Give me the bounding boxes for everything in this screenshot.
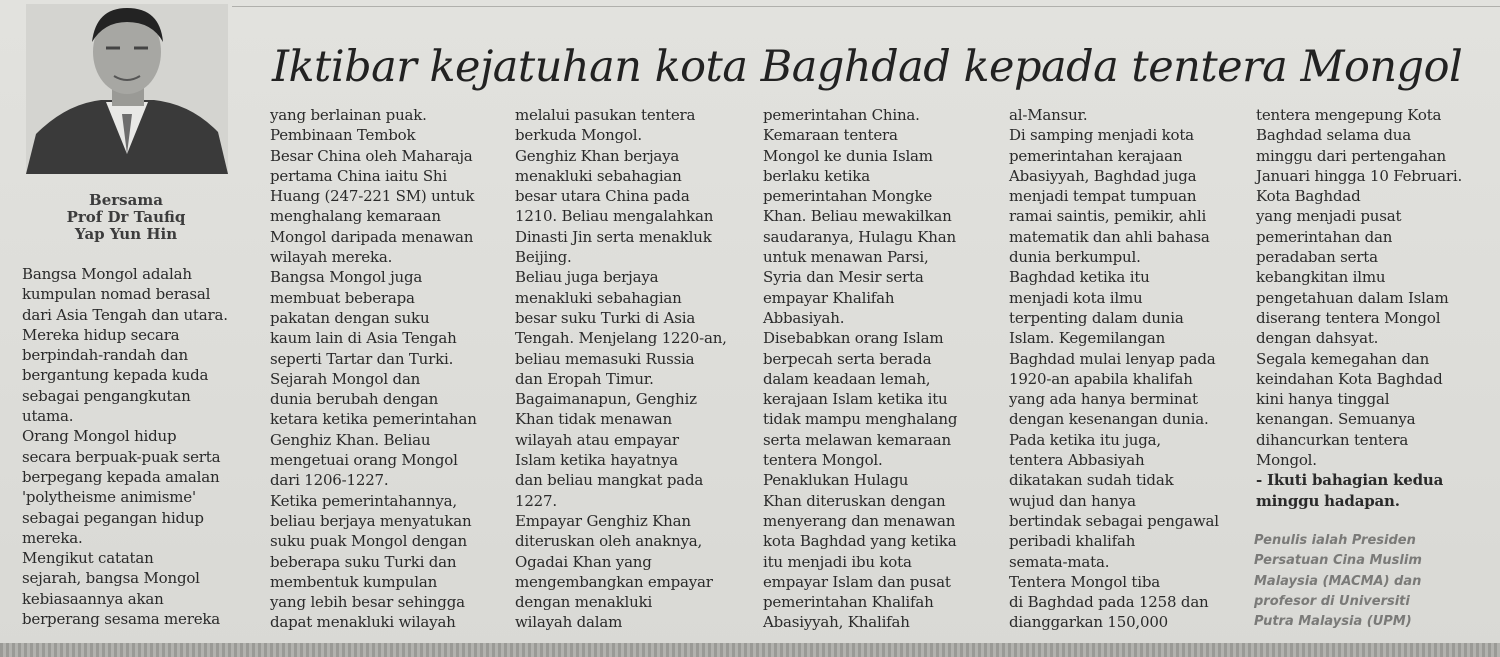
article-line: beliau memasuki Russia: [515, 349, 695, 368]
article-line: menyerang dan menawan: [763, 511, 956, 530]
article-line: Kota Baghdad: [1256, 187, 1361, 206]
writer-note-line: Malaysia (MACMA) dan: [1254, 573, 1422, 589]
byline-line: Yap Yun Hin: [74, 225, 178, 243]
writer-note-line: profesor di Universiti: [1254, 593, 1410, 609]
article-line: kebangkitan ilmu: [1256, 268, 1386, 287]
article-line: Abasiyyah, Baghdad juga: [1009, 166, 1197, 185]
article-column-5: [1009, 105, 1245, 633]
article-line: dikatakan sudah tidak: [1009, 471, 1174, 490]
article-line: pemerintahan Khalifah: [763, 593, 934, 612]
article-line: pertama China iaitu Shi: [270, 166, 447, 185]
article-line: secara berpuak-puak serta: [22, 447, 221, 466]
article-line: berpecah serta berada: [763, 349, 932, 368]
article-line: peribadi khalifah: [1009, 532, 1136, 551]
article-line: pemerintahan kerajaan: [1009, 146, 1183, 165]
byline-line: Prof Dr Taufiq: [66, 208, 186, 226]
article-line: Huang (247-221 SM) untuk: [270, 187, 475, 206]
article-line: dunia berubah dengan: [270, 390, 439, 409]
article-line: berpegang kepada amalan: [22, 467, 220, 486]
article-line: bertindak sebagai pengawal: [1009, 511, 1219, 530]
article-line: semata-mata.: [1009, 552, 1110, 571]
article-line: Tengah. Menjelang 1220-an,: [515, 329, 727, 348]
article-line: kerajaan Islam ketika itu: [763, 390, 948, 409]
article-line: serta melawan kemaraan: [763, 430, 951, 449]
article-line: terpenting dalam dunia: [1009, 308, 1184, 327]
article-line: yang ada hanya berminat: [1009, 390, 1198, 409]
article-line: menakluki sebahagian: [515, 166, 682, 185]
byline: [28, 192, 224, 243]
article-line: pemerintahan dan: [1256, 227, 1393, 246]
article-line: Ogadai Khan yang: [515, 552, 652, 571]
article-line: tentera mengepung Kota: [1256, 106, 1442, 124]
article-line: kaum lain di Asia Tengah: [270, 329, 457, 348]
article-line: tentera Abbasiyah: [1009, 451, 1145, 470]
article-line: sejarah, bangsa Mongol: [22, 569, 200, 588]
article-line: berlaku ketika: [763, 166, 870, 185]
article-line: di Baghdad pada 1258 dan: [1009, 593, 1209, 612]
article-line: empayar Khalifah: [763, 288, 895, 307]
article-line: dari Asia Tengah dan utara.: [22, 305, 228, 324]
article-line: peradaban serta: [1256, 248, 1378, 267]
author-photo: [26, 4, 228, 174]
article-line: Mongol daripada menawan: [270, 227, 474, 246]
article-line: Mereka hidup secara: [22, 325, 180, 344]
article-line: berkuda Mongol.: [515, 126, 642, 145]
article-line: Syria dan Mesir serta: [763, 268, 924, 287]
article-line: Pada ketika itu juga,: [1009, 430, 1161, 449]
article-line: Besar China oleh Maharaja: [270, 146, 473, 165]
writer-note-line: Penulis ialah Presiden: [1254, 533, 1416, 548]
article-line: dapat menakluki wilayah: [270, 613, 456, 632]
article-line: pemerintahan Mongke: [763, 187, 933, 206]
article-line: tentera Mongol.: [763, 451, 883, 470]
article-line: sebagai pengangkutan: [22, 386, 191, 405]
article-line: empayar Islam dan pusat: [763, 572, 951, 591]
byline-line: Bersama: [89, 191, 163, 209]
article-line: Bangsa Mongol juga: [270, 268, 423, 287]
article-line: itu menjadi ibu kota: [763, 552, 912, 571]
article-line: melalui pasukan tentera: [515, 106, 696, 124]
article-line: seperti Tartar dan Turki.: [270, 349, 454, 368]
article-line: Empayar Genghiz Khan: [515, 511, 691, 530]
article-line: kebiasaannya akan: [22, 589, 164, 608]
article-line: ketara ketika pemerintahan: [270, 410, 477, 429]
article-line: menakluki sebahagian: [515, 288, 682, 307]
article-column-1: [22, 264, 250, 629]
article-line: Baghdad ketika itu: [1009, 268, 1150, 287]
article-line: minggu hadapan.: [1256, 491, 1400, 510]
article-line: dan Eropah Timur.: [515, 369, 654, 388]
article-column-3: [515, 105, 751, 633]
article-line: Tentera Mongol tiba: [1009, 572, 1160, 591]
article-line: kota Baghdad yang ketika: [763, 532, 957, 551]
article-line: wujud dan hanya: [1009, 491, 1136, 510]
article-line: matematik dan ahli bahasa: [1009, 227, 1210, 246]
article-line: mereka.: [22, 528, 83, 547]
article-line: berperang sesama mereka: [22, 610, 221, 629]
article-line: Genghiz Khan. Beliau: [270, 430, 431, 449]
article-line: Januari hingga 10 Februari.: [1256, 166, 1463, 185]
article-column-2: [270, 105, 506, 633]
article-line: Khan. Beliau mewakilkan: [763, 207, 952, 226]
article-line: besar suku Turki di Asia: [515, 308, 696, 327]
article-line: Di samping menjadi kota: [1009, 126, 1194, 145]
article-line: Mongol.: [1256, 451, 1317, 470]
bottom-band: [0, 643, 1500, 657]
article-line: menjadi kota ilmu: [1009, 288, 1143, 307]
article-line: Orang Mongol hidup: [22, 427, 177, 446]
article-line: suku puak Mongol dengan: [270, 532, 467, 551]
article-line: Islam. Kegemilangan: [1009, 329, 1166, 348]
article-column-4: [763, 105, 999, 633]
article-line: Khan diteruskan dengan: [763, 491, 946, 510]
article-line: 1920-an apabila khalifah: [1009, 369, 1193, 388]
article-line: al-Mansur.: [1009, 106, 1088, 124]
article-line: utama.: [22, 407, 74, 426]
article-line: kumpulan nomad berasal: [22, 285, 211, 304]
writer-note: [1254, 531, 1490, 632]
article-line: Disebabkan orang Islam: [763, 329, 944, 348]
article-line: bergantung kepada kuda: [22, 366, 209, 385]
writer-note-line: Persatuan Cina Muslim: [1254, 553, 1422, 569]
article-line: Bagaimanapun, Genghiz: [515, 390, 697, 409]
article-line: diteruskan oleh anaknya,: [515, 532, 703, 551]
author-portrait-image: [26, 4, 228, 174]
article-line: Beijing.: [515, 248, 572, 267]
article-line: pakatan dengan suku: [270, 308, 430, 327]
article-line: Kemaraan tentera: [763, 126, 898, 145]
article-line: menjadi tempat tumpuan: [1009, 187, 1197, 206]
article-line: Bangsa Mongol adalah: [22, 265, 192, 283]
article-line: Segala kemegahan dan: [1256, 349, 1430, 368]
article-line: dengan kesenangan dunia.: [1009, 410, 1209, 429]
article-column-6: [1256, 105, 1486, 511]
article-line: menghalang kemaraan: [270, 207, 441, 226]
article-line: untuk menawan Parsi,: [763, 248, 929, 267]
article-line: diserang tentera Mongol: [1256, 308, 1441, 327]
article-line: Mongol ke dunia Islam: [763, 146, 933, 165]
article-line: dengan dahsyat.: [1256, 329, 1379, 348]
article-line: - Ikuti bahagian kedua: [1256, 471, 1444, 490]
article-line: mengembangkan empayar: [515, 572, 713, 591]
article-line: Ketika pemerintahannya,: [270, 491, 457, 510]
article-line: ramai saintis, pemikir, ahli: [1009, 207, 1207, 226]
article-line: yang berlainan puak.: [270, 106, 427, 124]
article-line: keindahan Kota Baghdad: [1256, 369, 1443, 388]
article-line: Baghdad selama dua: [1256, 126, 1411, 145]
article-line: dunia berkumpul.: [1009, 248, 1141, 267]
article-line: dan beliau mangkat pada: [515, 471, 704, 490]
article-line: wilayah mereka.: [270, 248, 393, 267]
article-line: Dinasti Jin serta menakluk: [515, 227, 712, 246]
article-line: 'polytheisme animisme': [22, 488, 196, 507]
article-line: dengan menakluki: [515, 593, 653, 612]
article-line: dari 1206-1227.: [270, 471, 389, 490]
article-line: pengetahuan dalam Islam: [1256, 288, 1449, 307]
article-line: saudaranya, Hulagu Khan: [763, 227, 956, 246]
article-line: sebagai pegangan hidup: [22, 508, 204, 527]
article-line: Beliau juga berjaya: [515, 268, 659, 287]
article-line: tidak mampu menghalang: [763, 410, 958, 429]
article-line: minggu dari pertengahan: [1256, 146, 1447, 165]
article-line: Pembinaan Tembok: [270, 126, 416, 145]
article-line: beliau berjaya menyatukan: [270, 511, 472, 530]
article-line: 1210. Beliau mengalahkan: [515, 207, 714, 226]
article-line: yang lebih besar sehingga: [270, 593, 465, 612]
article-line: Penaklukan Hulagu: [763, 471, 909, 490]
article-line: yang menjadi pusat: [1256, 207, 1402, 226]
headline: Iktibar kejatuhan kota Baghdad kepada tentera Mongol: [272, 42, 1463, 92]
article-line: wilayah atau empayar: [515, 430, 679, 449]
article-line: Mengikut catatan: [22, 549, 154, 568]
article-line: Genghiz Khan berjaya: [515, 146, 680, 165]
article-line: mengetuai orang Mongol: [270, 451, 458, 470]
article-line: Abasiyyah, Khalifah: [763, 613, 910, 632]
article-line: dihancurkan tentera: [1256, 430, 1409, 449]
article-line: Khan tidak menawan: [515, 410, 673, 429]
article-line: berpindah-randah dan: [22, 346, 188, 365]
article-line: membentuk kumpulan: [270, 572, 438, 591]
article-line: 1227.: [515, 491, 557, 510]
top-rule: [232, 6, 1500, 7]
article-line: kenangan. Semuanya: [1256, 410, 1416, 429]
article-line: Baghdad mulai lenyap pada: [1009, 349, 1216, 368]
article-line: beberapa suku Turki dan: [270, 552, 457, 571]
article-line: dalam keadaan lemah,: [763, 369, 931, 388]
writer-note-line: Putra Malaysia (UPM): [1254, 614, 1412, 630]
article-line: pemerintahan China.: [763, 106, 920, 124]
article-line: membuat beberapa: [270, 288, 415, 307]
article-line: kini hanya tinggal: [1256, 390, 1390, 409]
article-line: besar utara China pada: [515, 187, 690, 206]
article-line: Abbasiyah.: [763, 308, 845, 327]
article-line: dianggarkan 150,000: [1009, 613, 1169, 632]
article-line: Islam ketika hayatnya: [515, 451, 678, 470]
article-line: Sejarah Mongol dan: [270, 369, 421, 388]
article-line: wilayah dalam: [515, 613, 623, 632]
